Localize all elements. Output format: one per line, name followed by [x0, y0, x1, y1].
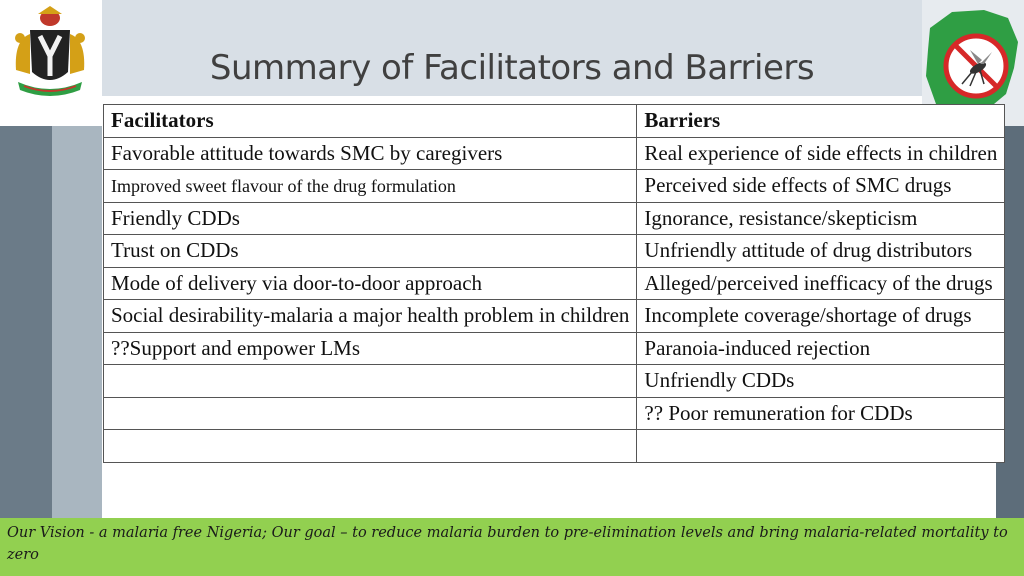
facilitator-cell: Improved sweet flavour of the drug formulation — [104, 170, 637, 203]
barrier-cell: Unfriendly attitude of drug distributors — [637, 235, 1005, 268]
nigeria-coat-of-arms-icon — [0, 0, 100, 110]
table-row — [104, 202, 1005, 235]
table-row — [104, 430, 1005, 463]
facilitator-cell — [104, 397, 637, 430]
barrier-cell: Perceived side effects of SMC drugs — [637, 170, 1005, 203]
coat-of-arms — [0, 0, 100, 124]
nigeria-map-logo — [922, 6, 1022, 120]
table-row — [104, 332, 1005, 365]
table-header-row — [104, 105, 1005, 138]
vision-footer — [0, 518, 1024, 576]
barrier-cell: Alleged/perceived inefficacy of the drugs — [637, 267, 1005, 300]
slide-title: Summary of Facilitators and Barriers — [209, 48, 815, 88]
facilitator-cell: ??Support and empower LMs — [104, 332, 637, 365]
barrier-cell: Ignorance, resistance/skepticism — [637, 202, 1005, 235]
facilitator-cell — [104, 365, 637, 398]
barriers-header: Barriers — [637, 105, 1005, 138]
table-row — [104, 170, 1005, 203]
barrier-cell: Real experience of side effects in children — [637, 137, 1005, 170]
barrier-cell: ?? Poor remuneration for CDDs — [637, 397, 1005, 430]
vision-text: Our Vision - a malaria free Nigeria; Our goal – to reduce malaria burden to pre-elimination levels and bring malaria-related mortality to zero — [7, 525, 1008, 563]
barrier-cell: Incomplete coverage/shortage of drugs — [637, 300, 1005, 333]
facilitator-cell — [104, 430, 637, 463]
barrier-cell — [637, 430, 1005, 463]
table-row — [104, 300, 1005, 333]
facilitator-cell: Trust on CDDs — [104, 235, 637, 268]
barrier-cell: Unfriendly CDDs — [637, 365, 1005, 398]
table-row — [104, 267, 1005, 300]
facilitator-cell: Mode of delivery via door-to-door approach — [104, 267, 637, 300]
left-band-inner — [52, 126, 102, 518]
table-row — [104, 365, 1005, 398]
table-row — [104, 397, 1005, 430]
facilitators-barriers-table — [103, 104, 1005, 463]
no-mosquito-nigeria-map-icon — [922, 6, 1022, 120]
facilitator-cell: Favorable attitude towards SMC by caregivers — [104, 137, 637, 170]
facilitator-cell: Social desirability-malaria a major health problem in children — [104, 300, 637, 333]
left-band-outer — [0, 126, 52, 518]
table-row — [104, 137, 1005, 170]
barrier-cell: Paranoia-induced rejection — [637, 332, 1005, 365]
facilitators-header: Facilitators — [104, 105, 637, 138]
facilitator-cell: Friendly CDDs — [104, 202, 637, 235]
table-row — [104, 235, 1005, 268]
